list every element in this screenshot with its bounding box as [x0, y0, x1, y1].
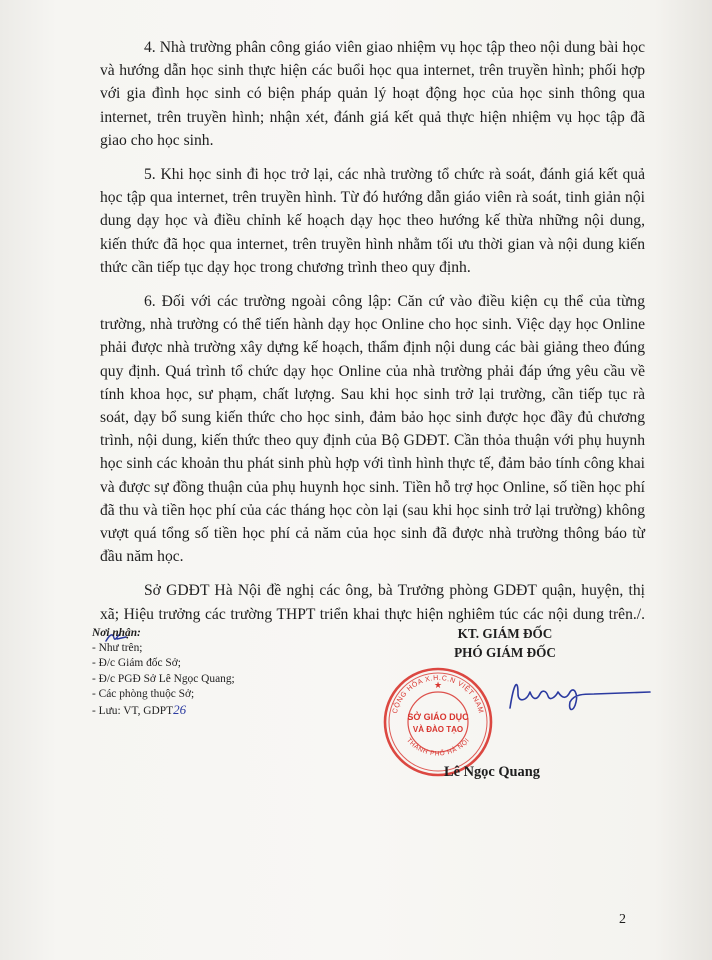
recipient-item: - Như trên;	[92, 642, 143, 655]
recipients-list	[92, 641, 352, 719]
signature-block	[391, 622, 650, 792]
stamp-line-1: SỞ GIÁO DỤC	[407, 712, 469, 722]
stamp-top-arc: CỘNG HÒA X.H.C.N VIỆT NAM	[391, 674, 485, 715]
closing-text: Sở GDĐT Hà Nội đề nghị các ông, bà Trưởng phòng GDĐT quận, huyện, thị xã; Hiệu trưởng các trường THPT triển khai thực hiện nghiêm túc các nội dung trên./.	[100, 582, 645, 623]
stamp-line-2: VÀ ĐÀO TẠO	[412, 725, 464, 734]
page-number: 2	[619, 912, 626, 927]
recipients-block	[92, 626, 352, 719]
paragraph-item-4: 4. Nhà trường phân công giáo viên giao nhiệm vụ học tập theo nội dung bài học và hướng dẫn học sinh thực hiện các buổi học qua internet, trên truyền hình; phối hợp với gia đình học sinh có biện pháp quản lý hoạt động học của học sinh thông qua internet, trên truyền hình; nhận xét, đánh giá kết quả thực hiện nhiệm vụ học tập đã giao cho học sinh.	[100, 39, 645, 149]
signature-title: KT. GIÁM ĐỐC	[457, 626, 553, 641]
recipients-heading: Nơi nhận:	[92, 627, 141, 639]
recipient-archive-text: - Lưu: VT, GDPT	[92, 705, 174, 718]
paragraph-item-5: 5. Khi học sinh đi học trở lại, các nhà trường tổ chức rà soát, đánh giá kết quả học tập qua internet, trên truyền hình. Từ đó hướng dẫn giáo viên rà soát, tinh giản nội dung dạy học và điều chỉnh kế hoạch dạy học theo hướng kế thừa những nội dung, kiến thức đã học qua internet, trên truyền hình nhằm tối ưu thời gian và nội dung kiến thức cần tiếp tục dạy học trong chương trình theo quy định.	[100, 166, 645, 276]
handwritten-copy-count: 26	[173, 702, 187, 718]
recipient-item: - Các phòng thuộc Sở;	[92, 687, 195, 700]
handwritten-signature	[504, 672, 654, 716]
stamp-bottom-arc: THÀNH PHỐ HÀ NỘI	[404, 736, 472, 758]
recipient-item	[92, 702, 352, 719]
document-body	[100, 36, 645, 660]
svg-text:THÀNH PHỐ HÀ NỘI	[405, 737, 471, 758]
paragraph-item-6: 6. Đối với các trường ngoài công lập: Căn cứ vào điều kiện cụ thể của từng trường, nhà trường có thể tiến hành dạy học Online cho học sinh. Việc dạy học Online phải được nhà trường xây dựng kế hoạch, thẩm định nội dung các bài giảng theo đúng quy định. Quá trình tổ chức dạy học Online của nhà trường phải đáp ứng yêu cầu về tính khoa học, sư phạm, chất lượng. Sau khi học sinh trở lại trường, cần tiếp tục rà soát, dạy bổ sung kiến thức cho học sinh, đảm bảo học sinh được học đầy đủ chương trình, nội dung, kiến thức theo quy định của Bộ GDĐT. Cần thỏa thuận với phụ huynh học sinh các khoản thu phát sinh phù hợp với tình hình thực tế, đảm bảo tính công khai và được sự đồng thuận của phụ huynh học sinh. Tiền hỗ trợ học Online, số tiền học phí đã thu và tiền học phí của các tháng học còn lại (sau khi học sinh trở lại trường) không vượt quá tổng số tiền học phí cả năm của học sinh đã được nhà trường thông báo từ đầu năm học.	[100, 293, 645, 566]
recipient-item: - Đ/c Giám đốc Sở;	[92, 657, 181, 670]
official-stamp	[382, 666, 494, 778]
recipient-item: - Đ/c PGĐ Sở Lê Ngọc Quang;	[92, 672, 235, 685]
stamp-star-icon: ★	[433, 680, 443, 690]
signer-name: Lê Ngọc Quang	[444, 764, 540, 780]
signature-subtitle: PHÓ GIÁM ĐỐC	[454, 645, 556, 660]
